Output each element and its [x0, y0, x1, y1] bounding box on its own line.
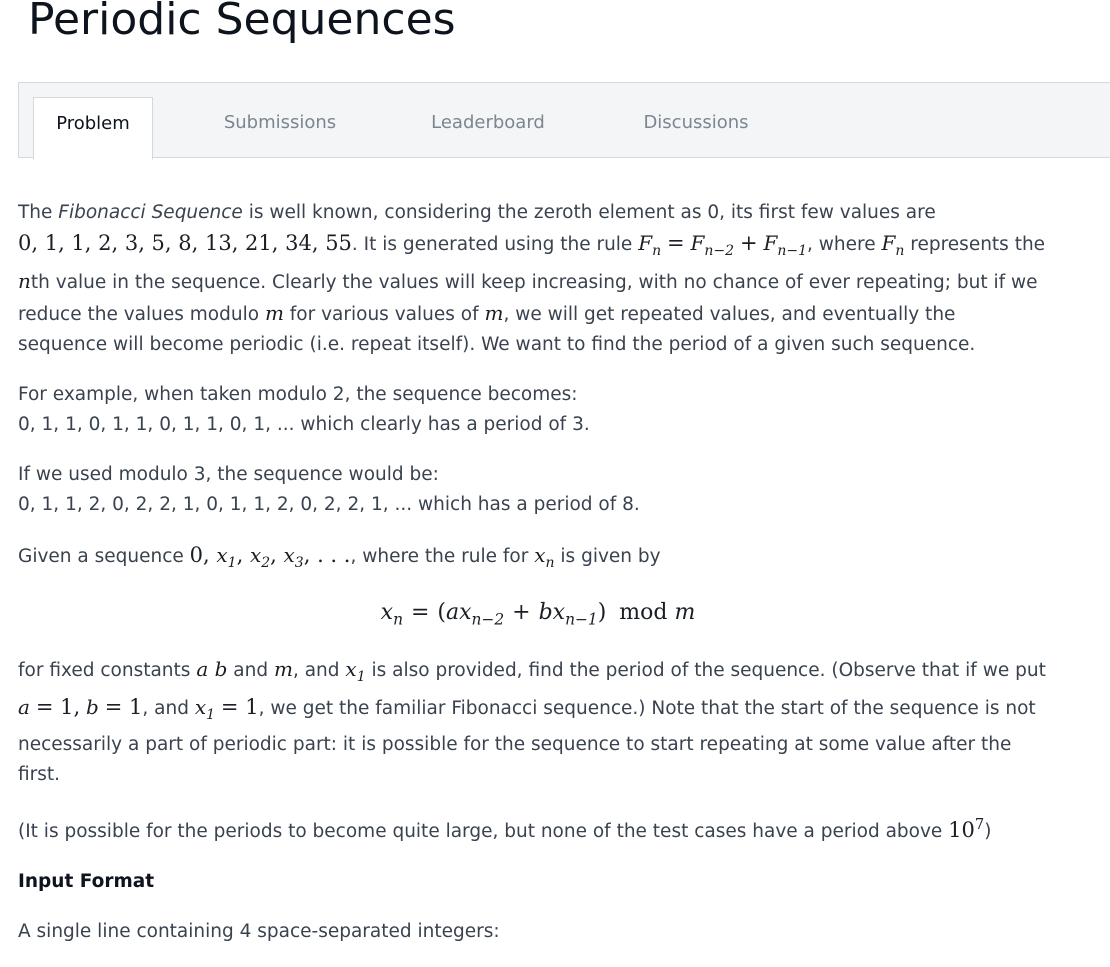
- tab-problem[interactable]: Problem: [33, 97, 153, 160]
- paragraph-example-mod2: For example, when taken modulo 2, the sequence becomes: 0, 1, 1, 0, 1, 1, 0, 1, 1, 0, 1, ... which clearly has a period of 3.: [18, 384, 590, 435]
- tab-leaderboard[interactable]: Leaderboard: [431, 112, 545, 133]
- input-format-heading: Input Format: [18, 871, 155, 893]
- tab-bar: [18, 82, 1110, 158]
- page-title: Periodic Sequences: [28, 0, 456, 45]
- problem-statement: [18, 198, 1048, 967]
- input-format-text: A single line containing 4 space-separated integers:: [18, 921, 500, 943]
- tab-submissions[interactable]: Submissions: [223, 112, 337, 133]
- paragraph-example-mod3: If we used modulo 3, the sequence would be: 0, 1, 1, 2, 0, 2, 2, 1, 0, 1, 1, 2, 0, 2, 2, 1, ... which has a period of 8.: [18, 464, 640, 515]
- tab-discussions[interactable]: Discussions: [643, 112, 749, 133]
- paragraph-constants: for fixed constants a b and m, and $x_1$ is also provided, find the period of the sequence. (Observe that if we put a = 1, b = 1, and $x_1 = 1$, we get the familiar Fibonacci sequence.) Note that the start of the sequence is not necessarily a part of periodic part: it is possible for the sequence to start repeating at some value after the first.: [18, 657, 1046, 786]
- recurrence-formula: $x_n = (ax_{n-2} + bx_{n-1})$ mod m: [380, 600, 696, 629]
- paragraph-period-note: (It is possible for the periods to become quite large, but none of the test cases have a period above $10^7$): [18, 816, 992, 843]
- paragraph-sequence-def: Given a sequence 0, $x_1$, $x_2$, $x_3$, . . ., where the rule for $x_n$ is given by: [18, 543, 661, 571]
- paragraph-intro: The Fibonacci Sequence is well known, considering the zeroth element as 0, its first few values are 0, 1, 1, 2, 3, 5, 8, 13, 21, 34, 55. It is generated using the rule $F_n = F_{n-2} + F_{n-1}$, where $F_n$ represents the nth value in the sequence. Clearly the values will keep increasing, with no chance of ever repeating; but if we reduce the values modulo m for various values of m, we will get repeated values, and eventually the sequence will become periodic (i.e. repeat itself). We want to find the period of a given such sequence.: [18, 202, 1046, 355]
